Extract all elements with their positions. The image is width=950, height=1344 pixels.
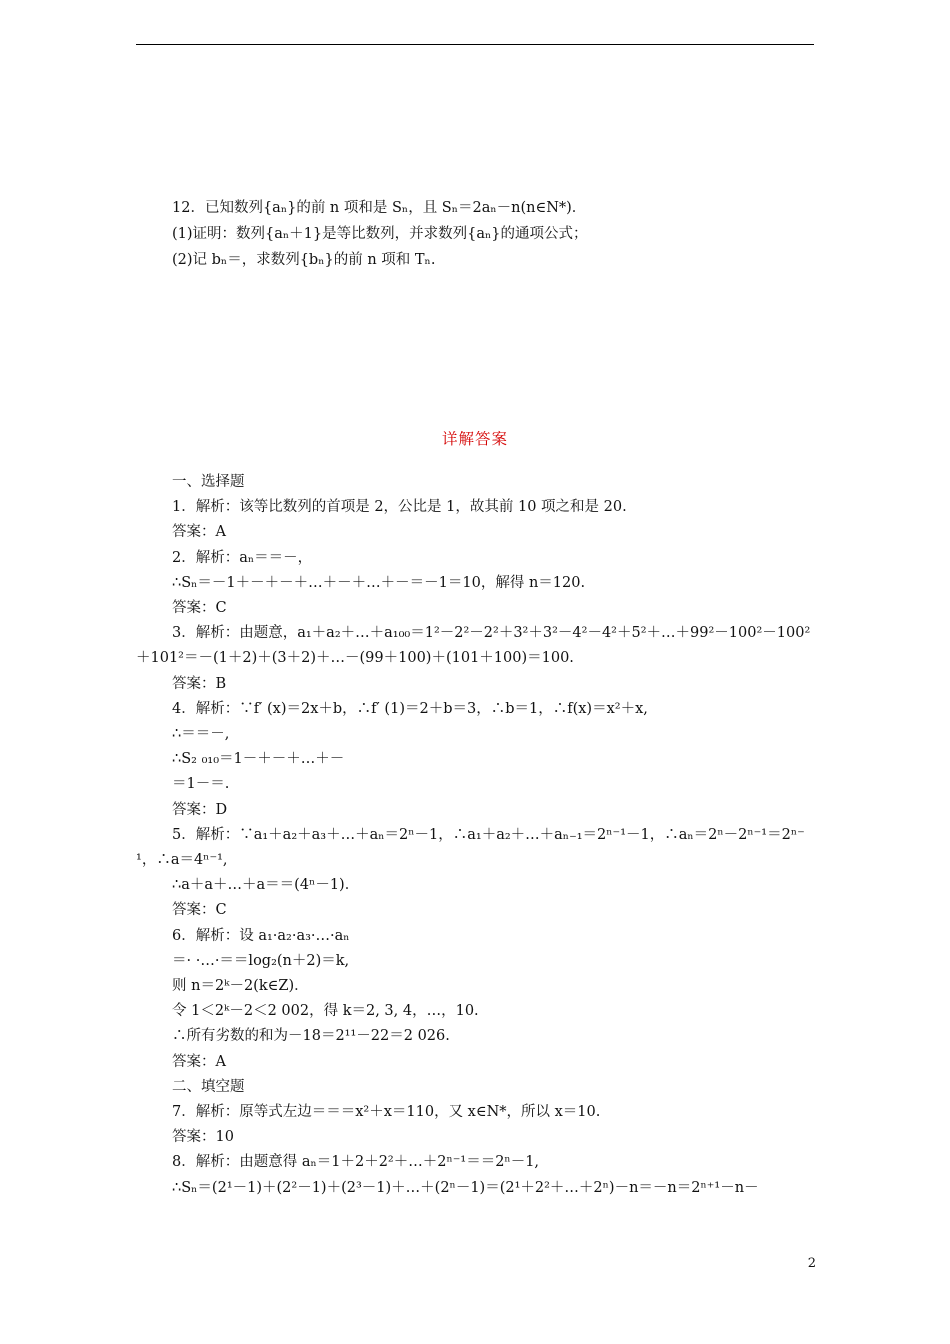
answer-line: 答案：10 [172, 1129, 234, 1145]
answer-line: ∴S₂ ₀₁₀＝1－＋－＋…＋－ [172, 751, 345, 767]
answer-line: 答案：C [172, 902, 227, 918]
answer-line: 7．解析：原等式左边＝＝＝x²＋x＝110，又 x∈N*，所以 x＝10. [172, 1104, 601, 1120]
answer-line: ＝· ·…·＝＝log₂(n＋2)＝k, [172, 953, 350, 969]
answer-line: ＝1－＝. [172, 776, 230, 792]
answer-line: 5．解析：∵a₁＋a₂＋a₃＋…＋aₙ＝2ⁿ－1，∴a₁＋a₂＋…＋aₙ₋₁＝2ⁿ⁻¹－1，∴aₙ＝2ⁿ－2ⁿ⁻¹＝2ⁿ⁻ [172, 827, 805, 843]
answer-line: 令 1＜2ᵏ－2＜2 002，得 k＝2, 3, 4，…，10. [172, 1003, 479, 1019]
answer-line: 3．解析：由题意，a₁＋a₂＋…＋a₁₀₀＝1²－2²－2²＋3²＋3²－4²－4²＋5²＋…＋99²－100²－100² [172, 625, 811, 641]
answer-line: 则 n＝2ᵏ－2(k∈Z)． [172, 978, 309, 994]
page-number: 2 [807, 1256, 816, 1271]
answer-line: ∴Sₙ＝－1＋－＋－＋…＋－＋…＋－＝－1＝10，解得 n＝120. [172, 575, 586, 591]
problem-12-line-2: (1)证明：数列{aₙ＋1}是等比数列，并求数列{aₙ}的通项公式； [172, 226, 588, 242]
answer-line: ∴Sₙ＝(2¹－1)＋(2²－1)＋(2³－1)＋…＋(2ⁿ－1)＝(2¹＋2²＋…＋2ⁿ)－n＝－n＝2ⁿ⁺¹－n－ [172, 1180, 759, 1196]
answer-line: 答案：C [172, 600, 227, 616]
answer-line: 答案：D [172, 802, 228, 818]
section-heading-choice: 一、选择题 [172, 474, 245, 490]
answers-title: 详解答案 [441, 430, 508, 448]
answer-line: ∴a＋a＋…＋a＝＝(4ⁿ－1)． [172, 877, 360, 893]
answer-line: 8．解析：由题意得 aₙ＝1＋2＋2²＋…＋2ⁿ⁻¹＝＝2ⁿ－1, [172, 1154, 540, 1170]
answer-line: 6．解析：设 a₁·a₂·a₃·…·aₙ [172, 928, 350, 944]
answer-line: 4．解析：∵f′ (x)＝2x＋b，∴f′ (1)＝2＋b＝3，∴b＝1，∴f(x)＝x²＋x, [172, 701, 648, 717]
answer-line: 1．解析：该等比数列的首项是 2，公比是 1，故其前 10 项之和是 20. [172, 499, 627, 515]
answer-line: ∴＝＝－, [172, 726, 230, 742]
answer-line: ∴所有劣数的和为－18＝2¹¹－22＝2 026. [172, 1028, 450, 1044]
answer-line: 答案：B [172, 676, 227, 692]
answer-line: 答案：A [172, 524, 226, 540]
section-heading-fill: 二、填空题 [172, 1079, 245, 1095]
problem-12-line-3: (2)记 bₙ＝，求数列{bₙ}的前 n 项和 Tₙ. [172, 252, 436, 268]
answer-line: ＋101²＝－(1＋2)＋(3＋2)＋…－(99＋100)＋(101＋100)＝100. [136, 650, 574, 666]
answer-line: ¹，∴a＝4ⁿ⁻¹, [136, 852, 228, 868]
answer-line: 2．解析：aₙ＝＝－， [172, 550, 313, 566]
problem-12-line-1: 12．已知数列{aₙ}的前 n 项和是 Sₙ，且 Sₙ＝2aₙ－n(n∈N*)． [172, 200, 587, 216]
header-rule [136, 44, 814, 45]
answer-line: 答案：A [172, 1054, 226, 1070]
